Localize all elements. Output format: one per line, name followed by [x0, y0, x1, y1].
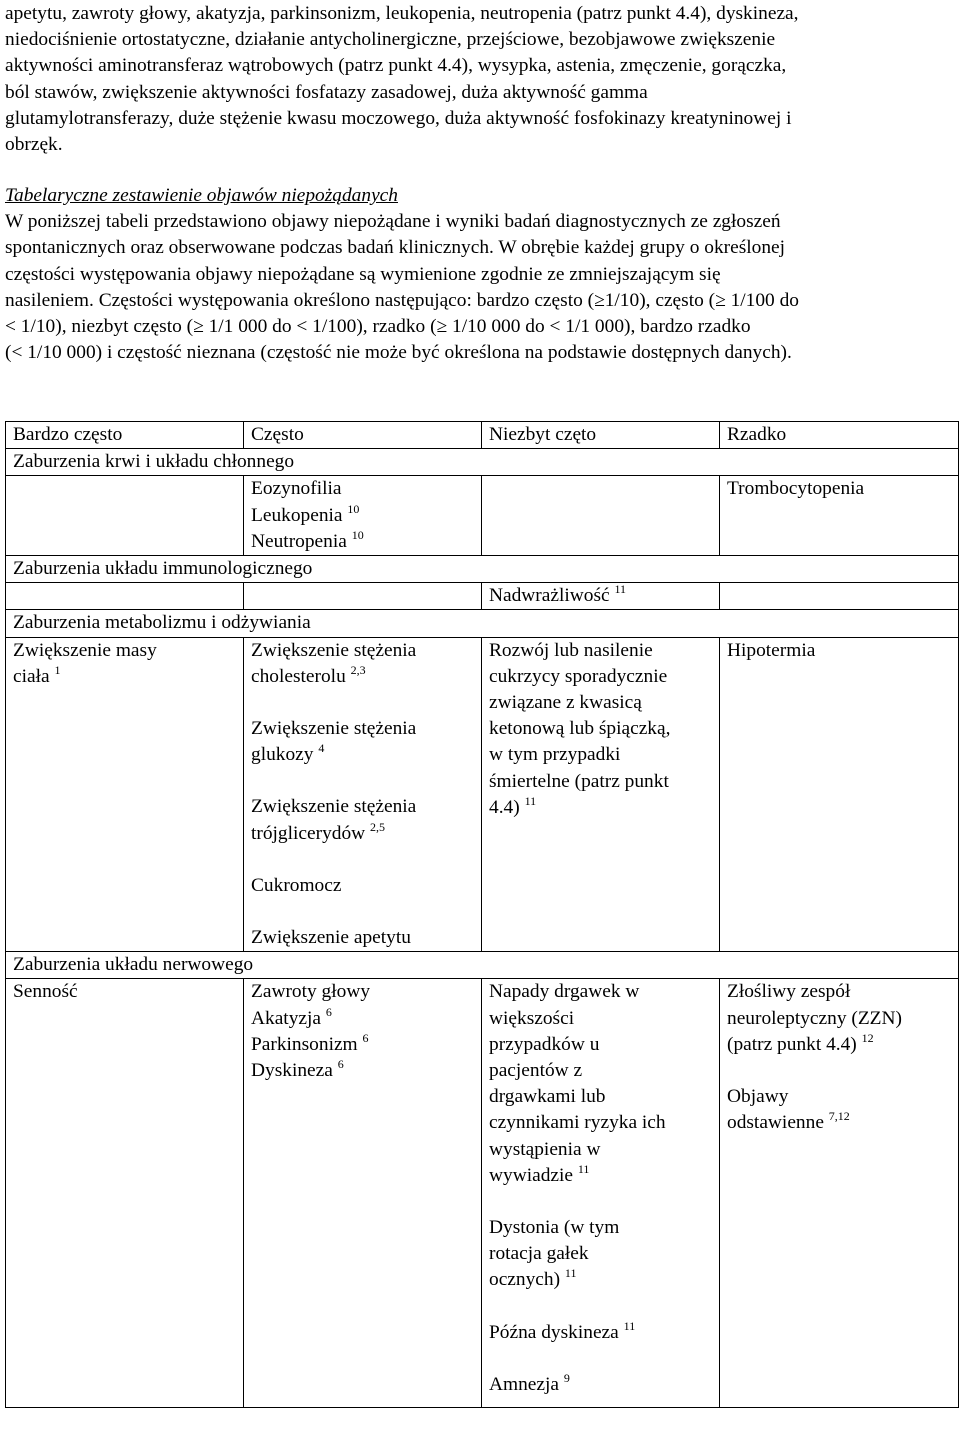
reaction-term: [489, 583, 719, 609]
table-row: [6, 476, 959, 556]
reaction-text: odstawienne: [727, 1112, 824, 1134]
reaction-term: [727, 1006, 958, 1032]
reaction-term: [251, 529, 481, 555]
reaction-term: [489, 1058, 719, 1084]
reaction-text: rotacja gałek: [489, 1243, 589, 1265]
footnote-ref: 11: [564, 1266, 577, 1281]
reaction-text: wywiadzie: [489, 1164, 573, 1186]
reaction-term: [251, 503, 481, 529]
reaction-text: Dyskineza: [251, 1060, 333, 1082]
reaction-term: [489, 1006, 719, 1032]
adverse-reactions-table: [5, 421, 959, 1408]
reaction-text: 4.4): [489, 796, 520, 818]
reaction-text: Nadwrażliwość: [489, 585, 610, 607]
blank-line: [489, 1294, 719, 1320]
reaction-text: Zwiększenie stężenia: [251, 796, 417, 818]
cell-rare: [720, 979, 959, 1408]
footnote-ref: 2,3: [350, 662, 366, 677]
footnote-ref: 11: [524, 793, 537, 808]
reaction-term: [489, 638, 719, 664]
section-line: częstości występowania objawy niepożądane są wymienione zgodnie ze zmniejszającym się: [5, 263, 721, 285]
reaction-text: Akatyzja: [251, 1007, 321, 1029]
reaction-text: śmiertelne (patrz punkt: [489, 770, 669, 792]
reaction-text: Objawy: [727, 1086, 789, 1108]
cell-very-common: [6, 476, 244, 556]
soc-row-nervous: [6, 952, 959, 979]
blank-line: [251, 768, 481, 794]
reaction-text: cukrzycy sporadycznie: [489, 665, 668, 687]
reaction-term: [727, 1110, 958, 1136]
reaction-text: (patrz punkt 4.4): [727, 1033, 857, 1055]
reaction-text: Złośliwy zespół: [727, 981, 851, 1003]
footnote-ref: 4: [318, 741, 325, 756]
reaction-text: przypadków u: [489, 1033, 600, 1055]
footnote-ref: 6: [362, 1030, 369, 1045]
soc-title: Zaburzenia krwi i układu chłonnego: [6, 449, 959, 476]
reaction-term: [489, 1267, 719, 1293]
intro-line: niedociśnienie ortostatyczne, działanie antycholinergiczne, przejściowe, bezobjawowe zwiększenie: [5, 29, 776, 51]
footnote-ref: 6: [325, 1004, 332, 1019]
reaction-term: [727, 1084, 958, 1110]
footnote-ref: 10: [347, 501, 360, 516]
blank-line: [489, 1346, 719, 1372]
cell-very-common: [6, 637, 244, 952]
reaction-text: Zwiększenie apetytu: [251, 927, 411, 949]
table-row: [6, 637, 959, 952]
intro-line: aktywności aminotransferaz wątrobowych (patrz punkt 4.4), wysypka, astenia, zmęczenie, gorączka,: [5, 55, 787, 77]
reaction-text: Zwiększenie stężenia: [251, 718, 417, 740]
blank-line: [251, 690, 481, 716]
cell-common: [244, 583, 482, 610]
cell-common: [244, 637, 482, 952]
cell-rare: [720, 583, 959, 610]
reaction-term: [251, 873, 481, 899]
cell-common: [244, 979, 482, 1408]
reaction-term: [489, 742, 719, 768]
reaction-term: [489, 795, 719, 821]
blank-line: [727, 1058, 958, 1084]
soc-title: Zaburzenia metabolizmu i odżywiania: [6, 610, 959, 637]
reaction-term: [489, 1241, 719, 1267]
footnote-ref: 10: [351, 527, 364, 542]
soc-title: Zaburzenia układu immunologicznego: [6, 556, 959, 583]
reaction-text: Napady drgawek w: [489, 981, 640, 1003]
reaction-term: [727, 476, 958, 502]
reaction-text: Leukopenia: [251, 504, 343, 526]
reaction-text: trójglicerydów: [251, 822, 366, 844]
table-header-row: [6, 422, 959, 449]
cell-uncommon: [482, 476, 720, 556]
intro-line: glutamylotransferazy, duże stężenie kwasu moczowego, duża aktywność fosfokinazy kreatyninowej i: [5, 107, 792, 129]
reaction-term: [727, 638, 958, 664]
soc-row-blood: [6, 449, 959, 476]
reaction-term: [251, 794, 481, 820]
reaction-term: [489, 716, 719, 742]
footnote-ref: 9: [563, 1370, 570, 1385]
section-line: nasileniem. Częstości występowania określono następująco: bardzo często (≥1/10), często (≥ 1/100 do: [5, 289, 799, 311]
reaction-term: [251, 664, 481, 690]
soc-row-immune: [6, 556, 959, 583]
table-row: [6, 583, 959, 610]
blank-line: [251, 847, 481, 873]
reaction-text: Eozynofilia: [251, 478, 342, 500]
reaction-term: [489, 1215, 719, 1241]
reaction-text: ciała: [13, 665, 50, 687]
reaction-term: [489, 1163, 719, 1189]
footnote-ref: 12: [861, 1030, 874, 1045]
reaction-text: Neutropenia: [251, 530, 347, 552]
reaction-text: w tym przypadki: [489, 744, 621, 766]
cell-very-common: [6, 583, 244, 610]
reaction-term: [251, 821, 481, 847]
header-very-common: Bardzo często: [6, 422, 244, 449]
cell-rare: [720, 476, 959, 556]
soc-title: Zaburzenia układu nerwowego: [6, 952, 959, 979]
reaction-term: [489, 664, 719, 690]
intro-line: apetytu, zawroty głowy, akatyzja, parkinsonizm, leukopenia, neutropenia (patrz punkt 4.4), dyskineza,: [5, 3, 799, 24]
blank-line: [251, 899, 481, 925]
intro-line: ból stawów, zwiększenie aktywności fosfatazy zasadowej, duża aktywność gamma: [5, 81, 648, 103]
reaction-term: [251, 742, 481, 768]
reaction-term: [489, 1032, 719, 1058]
footnote-ref: 11: [577, 1161, 590, 1176]
reaction-text: Cukromocz: [251, 874, 342, 896]
reaction-term: [251, 1006, 481, 1032]
reaction-term: [727, 1032, 958, 1058]
soc-row-metabolism: [6, 610, 959, 637]
reaction-term: [251, 716, 481, 742]
reaction-text: Zwiększenie masy: [13, 639, 157, 661]
reaction-term: [251, 1032, 481, 1058]
footnote-ref: 11: [623, 1318, 636, 1333]
reaction-text: Rozwój lub nasilenie: [489, 639, 653, 661]
cell-common: [244, 476, 482, 556]
cell-very-common: [6, 979, 244, 1408]
header-uncommon: Niezbyt częto: [482, 422, 720, 449]
section-title: Tabelaryczne zestawienie objawów niepożądanych: [5, 185, 398, 206]
reaction-term: [13, 664, 243, 690]
reaction-text: Późna dyskineza: [489, 1321, 619, 1343]
reaction-term: [489, 1320, 719, 1346]
reaction-term: [251, 638, 481, 664]
reaction-text: związane z kwasicą: [489, 692, 642, 714]
reaction-text: Parkinsonizm: [251, 1033, 358, 1055]
reaction-text: ocznych): [489, 1269, 561, 1291]
section-line: (< 1/10 000) i częstość nieznana (częstość nie może być określona na podstawie dostępnych danych).: [5, 342, 792, 364]
reaction-text: ketonową lub śpiączką,: [489, 718, 671, 740]
reaction-term: [727, 979, 958, 1005]
reaction-term: [489, 690, 719, 716]
footnote-ref: 7,12: [828, 1109, 850, 1124]
reaction-term: [489, 1372, 719, 1398]
reaction-term: [251, 925, 481, 951]
reaction-text: Senność: [13, 981, 78, 1003]
blank-line: [489, 1189, 719, 1215]
reaction-term: [13, 638, 243, 664]
reaction-text: Amnezja: [489, 1373, 559, 1395]
reaction-term: [489, 1084, 719, 1110]
footnote-ref: 11: [614, 582, 627, 597]
footnote-ref: 2,5: [370, 819, 386, 834]
cell-uncommon: [482, 979, 720, 1408]
reaction-text: glukozy: [251, 744, 314, 766]
reaction-text: Dystonia (w tym: [489, 1217, 620, 1239]
section-line: spontanicznych oraz obserwowane podczas badań klinicznych. W obrębie każdej grupy o określonej: [5, 237, 786, 259]
reaction-text: czynnikami ryzyka ich: [489, 1112, 666, 1134]
footnote-ref: 1: [54, 662, 61, 677]
header-rare: Rzadko: [720, 422, 959, 449]
cell-uncommon: [482, 583, 720, 610]
footnote-ref: 6: [337, 1057, 344, 1072]
reaction-text: wystąpienia w: [489, 1138, 601, 1160]
reaction-text: Hipotermia: [727, 639, 816, 661]
table-row: [6, 979, 959, 1408]
cell-rare: [720, 637, 959, 952]
reaction-term: [489, 979, 719, 1005]
reaction-term: [251, 476, 481, 502]
reaction-text: drgawkami lub: [489, 1086, 606, 1108]
reaction-term: [489, 1110, 719, 1136]
reaction-term: [489, 1137, 719, 1163]
reaction-text: większości: [489, 1007, 575, 1029]
reaction-term: [13, 979, 243, 1005]
reaction-text: Zawroty głowy: [251, 981, 371, 1003]
section-line: W poniższej tabeli przedstawiono objawy niepożądane i wyniki badań diagnostycznych ze zgłoszeń: [5, 211, 781, 233]
tabular-section: [5, 183, 955, 366]
intro-line: obrzęk.: [5, 134, 63, 156]
reaction-text: Trombocytopenia: [727, 478, 865, 500]
intro-paragraph: [5, 1, 955, 158]
reaction-term: [251, 1058, 481, 1084]
reaction-text: neuroleptyczny (ZZN): [727, 1007, 902, 1029]
reaction-term: [251, 979, 481, 1005]
reaction-text: cholesterolu: [251, 665, 346, 687]
header-common: Często: [244, 422, 482, 449]
section-line: < 1/10), niezbyt często (≥ 1/1 000 do < 1/100), rzadko (≥ 1/10 000 do < 1/1 000), bardzo rzadko: [5, 316, 751, 338]
reaction-text: Zwiększenie stężenia: [251, 639, 417, 661]
reaction-term: [489, 769, 719, 795]
reaction-text: pacjentów z: [489, 1060, 583, 1082]
cell-uncommon: [482, 637, 720, 952]
